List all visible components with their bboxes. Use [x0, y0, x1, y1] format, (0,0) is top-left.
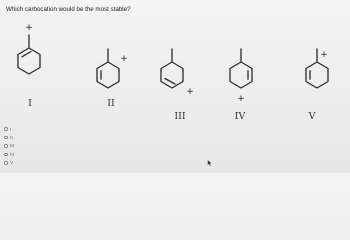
structure-i-icon — [18, 35, 40, 74]
radio-button-v[interactable] — [4, 161, 8, 165]
option-v[interactable] — [4, 159, 14, 167]
option-label-ii: II — [10, 135, 13, 141]
charge-v: + — [320, 50, 328, 60]
option-label-iii: III — [10, 143, 14, 149]
radio-button-ii[interactable] — [4, 136, 8, 140]
charge-iv: + — [237, 94, 245, 104]
charge-iii: + — [186, 87, 194, 97]
option-iii[interactable] — [4, 142, 14, 150]
structure-label-i: I — [28, 98, 32, 109]
radio-button-i[interactable] — [4, 127, 8, 131]
option-label-i: I — [10, 126, 12, 132]
structure-iii-icon — [161, 49, 183, 88]
option-ii[interactable] — [4, 133, 14, 141]
radio-button-iii[interactable] — [4, 144, 8, 148]
option-label-v: V — [10, 160, 14, 166]
radio-button-iv[interactable] — [4, 153, 8, 157]
question-text: Which carbocation would be the most stable? — [6, 6, 131, 13]
charge-i: + — [25, 23, 33, 33]
mouse-cursor-icon — [207, 159, 213, 167]
option-label-iv: IV — [10, 151, 15, 157]
structure-ii-icon — [97, 49, 119, 88]
structure-label-ii: II — [107, 98, 115, 109]
option-i[interactable] — [4, 125, 14, 133]
charge-ii: + — [120, 54, 128, 64]
structure-label-v: V — [308, 111, 316, 122]
option-iv[interactable] — [4, 150, 14, 158]
structure-label-iii: III — [174, 111, 186, 122]
structure-label-iv: IV — [234, 111, 246, 122]
answer-options — [4, 125, 14, 167]
structure-iv-icon — [230, 49, 252, 88]
